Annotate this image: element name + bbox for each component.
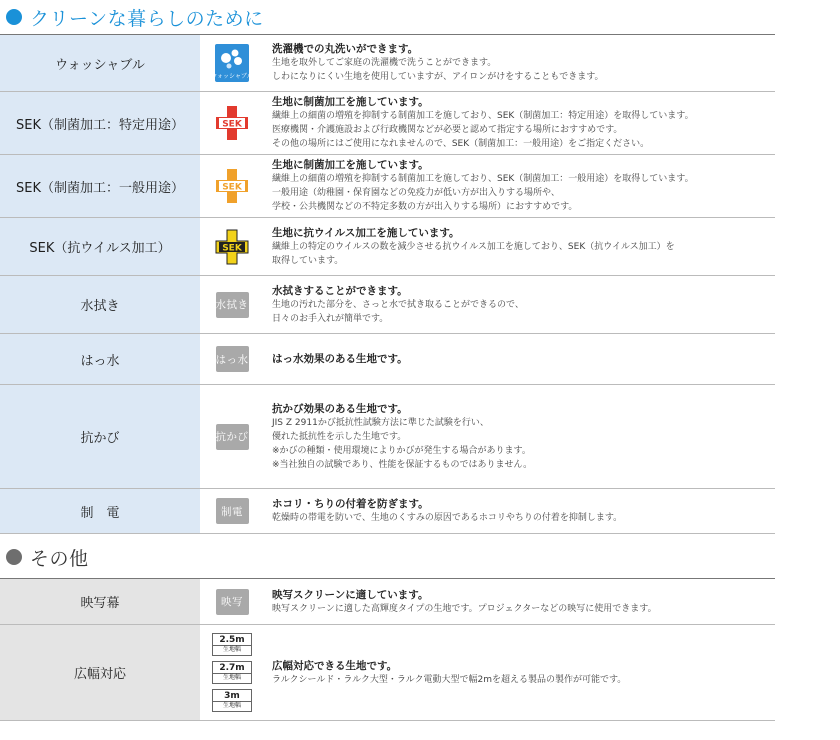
feature-detail: 繊維上の細菌の増殖を抑制する制菌加工を施しており、SEK（制菌加工：一般用途）を取得しています。 xyxy=(272,174,694,184)
washable-icon xyxy=(200,35,264,91)
table-row xyxy=(0,276,775,334)
table-row xyxy=(0,385,775,489)
width-tags xyxy=(200,625,264,720)
feature-detail: 生地を取外してご家庭の洗濯機で洗うことができます。 xyxy=(272,58,497,68)
feature-detail: 医療機関・介護施設および行政機関などが必要と認めて指定する場所におすすめです。 xyxy=(272,125,623,135)
section-bullet-icon xyxy=(6,9,22,25)
water-wipe-icon: 水拭き xyxy=(216,292,249,318)
sek-red-cross-icon xyxy=(200,92,264,154)
feature-detail: ラルクシールド・ラルク大型・ラルク電動大型で幅2mを超える製品の製作が可能です。 xyxy=(272,674,627,685)
section-bullet-icon xyxy=(6,549,22,565)
table-row xyxy=(0,218,775,276)
sek-orange-cross-icon xyxy=(200,155,264,217)
svg-text:SEK: SEK xyxy=(222,243,242,253)
feature-label: 広幅対応 xyxy=(0,625,200,720)
feature-heading: ホコリ・ちりの付着を防ぎます。 xyxy=(272,498,429,510)
feature-heading: 映写スクリーンに適しています。 xyxy=(272,588,429,601)
table-row xyxy=(0,579,775,625)
feature-note: ※当社独自の試験であり、性能を保証するものではありません。 xyxy=(272,459,533,470)
feature-detail: しわになりにくい生地を使用していますが、アイロンがけをすることもできます。 xyxy=(272,72,604,82)
width-tag-icon: 3m 生地幅 xyxy=(212,689,252,712)
feature-label: 映写幕 xyxy=(0,579,200,624)
table-row xyxy=(0,489,775,534)
feature-heading: 水拭きすることができます。 xyxy=(272,284,408,297)
feature-heading: 抗かび効果のある生地です。 xyxy=(272,402,408,415)
table-row xyxy=(0,625,775,721)
section-title-text: クリーンな暮らしのために xyxy=(30,7,264,30)
feature-detail: 繊維上の特定のウイルスの数を減少させる抗ウイルス加工を施しており、SEK（抗ウイルス加工）を xyxy=(272,241,675,252)
feature-detail: 優れた抵抗性を示した生地です。 xyxy=(272,431,407,442)
table-row xyxy=(0,155,775,218)
feature-heading: 洗濯機での丸洗いができます。 xyxy=(272,43,419,55)
feature-label: 水拭き xyxy=(0,276,200,333)
feature-heading: 広幅対応できる生地です。 xyxy=(272,659,398,672)
feature-detail: 繊維上の細菌の増殖を抑制する制菌加工を施しており、SEK（制菌加工：特定用途）を取得しています。 xyxy=(272,111,694,121)
feature-detail: 生地の汚れた部分を、さっと水で拭き取ることができるので、 xyxy=(272,299,524,310)
anti-mold-icon: 抗かび xyxy=(216,424,249,450)
water-repellent-icon: はっ水 xyxy=(216,346,249,372)
svg-text:SEK: SEK xyxy=(222,119,242,130)
feature-label: SEK（制菌加工：一般用途） xyxy=(0,155,200,217)
section-title-clean xyxy=(6,2,264,32)
feature-heading: 生地に制菌加工を施しています。 xyxy=(272,159,429,171)
feature-note: ※かびの種類・使用環境によりかびが発生する場合があります。 xyxy=(272,445,531,456)
feature-label: SEK（制菌加工：特定用途） xyxy=(0,92,200,154)
feature-detail: 映写スクリーンに適した高輝度タイプの生地です。プロジェクターなどの映写に使用できます。 xyxy=(272,603,657,614)
feature-label: 抗かび xyxy=(0,385,200,488)
table-row xyxy=(0,334,775,385)
feature-detail: 日々のお手入れが簡単です。 xyxy=(272,313,389,324)
svg-text:ウォッシャブル: ウォッシャブル xyxy=(211,73,253,80)
feature-detail: 取得しています。 xyxy=(272,255,344,266)
antistatic-icon: 制電 xyxy=(216,498,249,524)
sek-yellow-cross-icon xyxy=(200,218,264,275)
svg-text:SEK: SEK xyxy=(222,182,242,193)
feature-label: SEK（抗ウイルス加工） xyxy=(0,218,200,275)
feature-detail: その他の場所にはご使用になれませんので、SEK（制菌加工：一般用途）をご指定ください。 xyxy=(272,139,650,149)
feature-heading: 生地に抗ウイルス加工を施しています。 xyxy=(272,226,460,239)
table-row xyxy=(0,35,775,92)
feature-detail: 乾燥時の帯電を防いで、生地のくすみの原因であるホコリやちりの付着を抑制します。 xyxy=(272,513,623,523)
section-title-text: その他 xyxy=(30,547,89,570)
feature-label: はっ水 xyxy=(0,334,200,384)
width-tag-icon: 2.5m 生地幅 xyxy=(212,633,252,656)
feature-heading: 生地に制菌加工を施しています。 xyxy=(272,96,429,108)
table-row xyxy=(0,92,775,155)
feature-table-clean xyxy=(0,34,775,534)
feature-label: 制 電 xyxy=(0,489,200,533)
projection-icon: 映写 xyxy=(216,589,249,615)
feature-table-other xyxy=(0,578,775,721)
feature-detail: JIS Z 2911かび抵抗性試験方法に準じた試験を行い、 xyxy=(272,417,489,428)
feature-heading: はっ水効果のある生地です。 xyxy=(272,353,408,365)
feature-label: ウォッシャブル xyxy=(0,35,200,91)
feature-detail: 学校・公共機関などの不特定多数の方が出入りする場所）におすすめです。 xyxy=(272,202,578,212)
feature-detail: 一般用途（幼稚園・保育園などの免疫力が低い方が出入りする場所や、 xyxy=(272,188,560,198)
width-tag-icon: 2.7m 生地幅 xyxy=(212,661,252,684)
section-title-other xyxy=(6,542,89,572)
